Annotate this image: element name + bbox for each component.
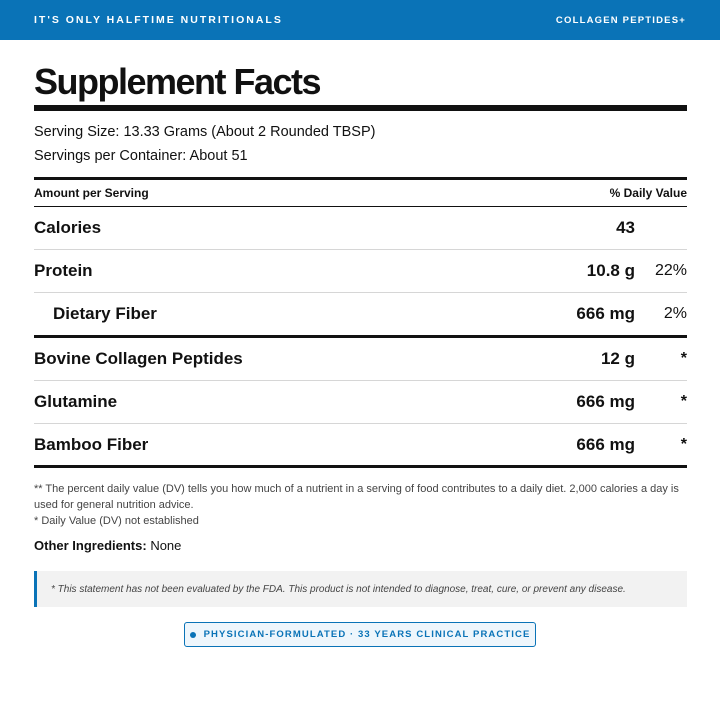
nutrient-amount: 43	[616, 218, 635, 237]
amount-per-serving-label: Amount per Serving	[34, 186, 149, 200]
other-ingredients-label: Other Ingredients:	[34, 538, 147, 553]
nutrient-row-glutamine	[34, 381, 687, 423]
nutrient-amount: 666 mg	[576, 304, 635, 323]
nutrient-row-dietary-fiber	[34, 293, 687, 335]
servings-per-container: Servings per Container: About 51	[34, 148, 248, 164]
bottom-rule	[34, 465, 687, 468]
bullet-dot-icon	[190, 632, 196, 638]
nutrient-row-bamboo-fiber	[34, 424, 687, 466]
nutrient-name: Dietary Fiber	[53, 304, 157, 323]
brand-name: IT'S ONLY HALFTIME NUTRITIONALS	[34, 14, 283, 26]
physician-badge	[184, 622, 536, 647]
product-name: COLLAGEN PEPTIDES+	[555, 14, 686, 26]
badge-text: PHYSICIAN-FORMULATED · 33 YEARS CLINICAL PRACTICE	[203, 629, 531, 640]
nutrient-dv: *	[680, 350, 687, 367]
dv-not-established-footnote: * Daily Value (DV) not established	[34, 515, 199, 527]
top-banner	[0, 0, 720, 40]
serving-rule	[34, 177, 687, 180]
nutrient-amount: 12 g	[600, 349, 635, 368]
nutrient-dv: 22%	[654, 262, 687, 279]
nutrient-row-collagen	[34, 338, 687, 380]
dv-footnote: ** The percent daily value (DV) tells you how much of a nutrient in a serving of food contributes to a daily diet. 2,000 calories a day is used for general nutrition advice.	[34, 483, 679, 511]
nutrient-row-protein	[34, 250, 687, 292]
nutrient-amount: 666 mg	[576, 435, 635, 454]
nutrient-row-calories	[34, 207, 687, 249]
serving-size: Serving Size: 13.33 Grams (About 2 Rounded TBSP)	[34, 124, 376, 140]
nutrient-name: Bamboo Fiber	[34, 435, 149, 454]
nutrient-dv: 2%	[663, 305, 687, 322]
nutrient-name: Calories	[34, 218, 102, 237]
fda-disclaimer-text: * This statement has not been evaluated by the FDA. This product is not intended to diagnose, treat, cure, or prevent any disease.	[51, 583, 626, 595]
other-ingredients	[34, 538, 181, 553]
nutrient-amount: 666 mg	[576, 392, 635, 411]
title-rule	[34, 105, 687, 111]
nutrient-amount: 10.8 g	[586, 261, 635, 280]
daily-value-label: % Daily Value	[609, 186, 687, 200]
amount-header	[34, 186, 687, 200]
nutrient-name: Bovine Collagen Peptides	[34, 349, 243, 368]
panel-title: Supplement Facts	[34, 61, 321, 102]
other-ingredients-value: None	[150, 538, 182, 553]
fda-disclaimer	[34, 571, 687, 607]
nutrient-name: Protein	[34, 261, 93, 280]
nutrient-dv: *	[680, 393, 687, 410]
nutrient-dv: *	[680, 436, 687, 453]
nutrient-name: Glutamine	[34, 392, 118, 411]
